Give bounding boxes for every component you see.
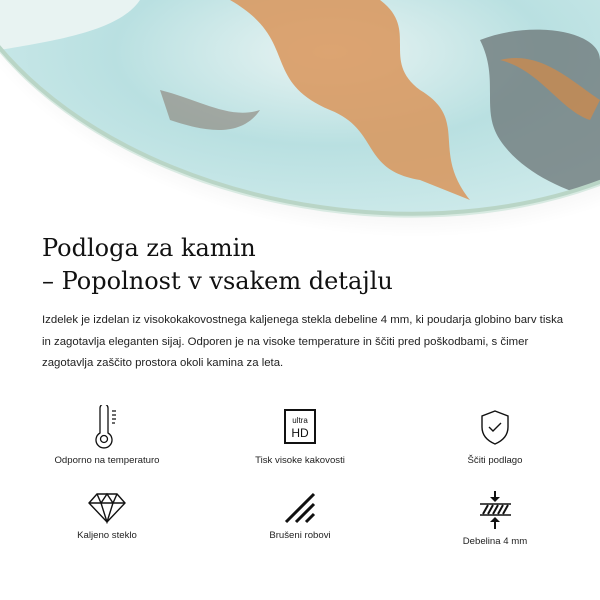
product-description: Izdelek je izdelan iz visokokakovostnega kaljenega stekla debeline 4 mm, ki poudarja globino barv tiska in zagotavlja eleganten sijaj. Odporen je na visoke temperature in ščiti pred poškodbami, s čimer zagotavlja zaščito prostora okoli kamina za leta. [42,314,564,369]
ultra-hd-badge-bottom: HD [291,426,309,440]
feature-tempered-glass [17,490,197,541]
feature-label: Odporno na temperaturo [54,455,160,466]
feature-thickness [405,490,585,547]
thickness-icon [475,490,515,530]
feature-label: Debelina 4 mm [462,536,528,547]
ground-edges-icon [280,490,320,524]
marble-glass-plate-image [0,0,600,260]
shield-check-icon [475,405,515,449]
feature-temperature [17,405,197,466]
feature-label: Tisk visoke kakovosti [255,455,345,466]
feature-label: Ščiti podlago [467,455,523,466]
headline [42,232,393,298]
thermometer-icon [87,405,127,449]
diamond-icon [87,490,127,524]
feature-label: Kaljeno steklo [77,530,137,541]
feature-print-quality [210,405,390,466]
headline-line-1: Podloga za kamin [42,234,256,262]
feature-label: Brušeni robovi [269,530,331,541]
feature-protects-surface [405,405,585,466]
ultra-hd-badge-top: ultra [292,416,308,425]
ultra-hd-icon [280,405,320,449]
feature-ground-edges [210,490,390,541]
headline-line-2: – Popolnost v vsakem detajlu [42,267,393,295]
